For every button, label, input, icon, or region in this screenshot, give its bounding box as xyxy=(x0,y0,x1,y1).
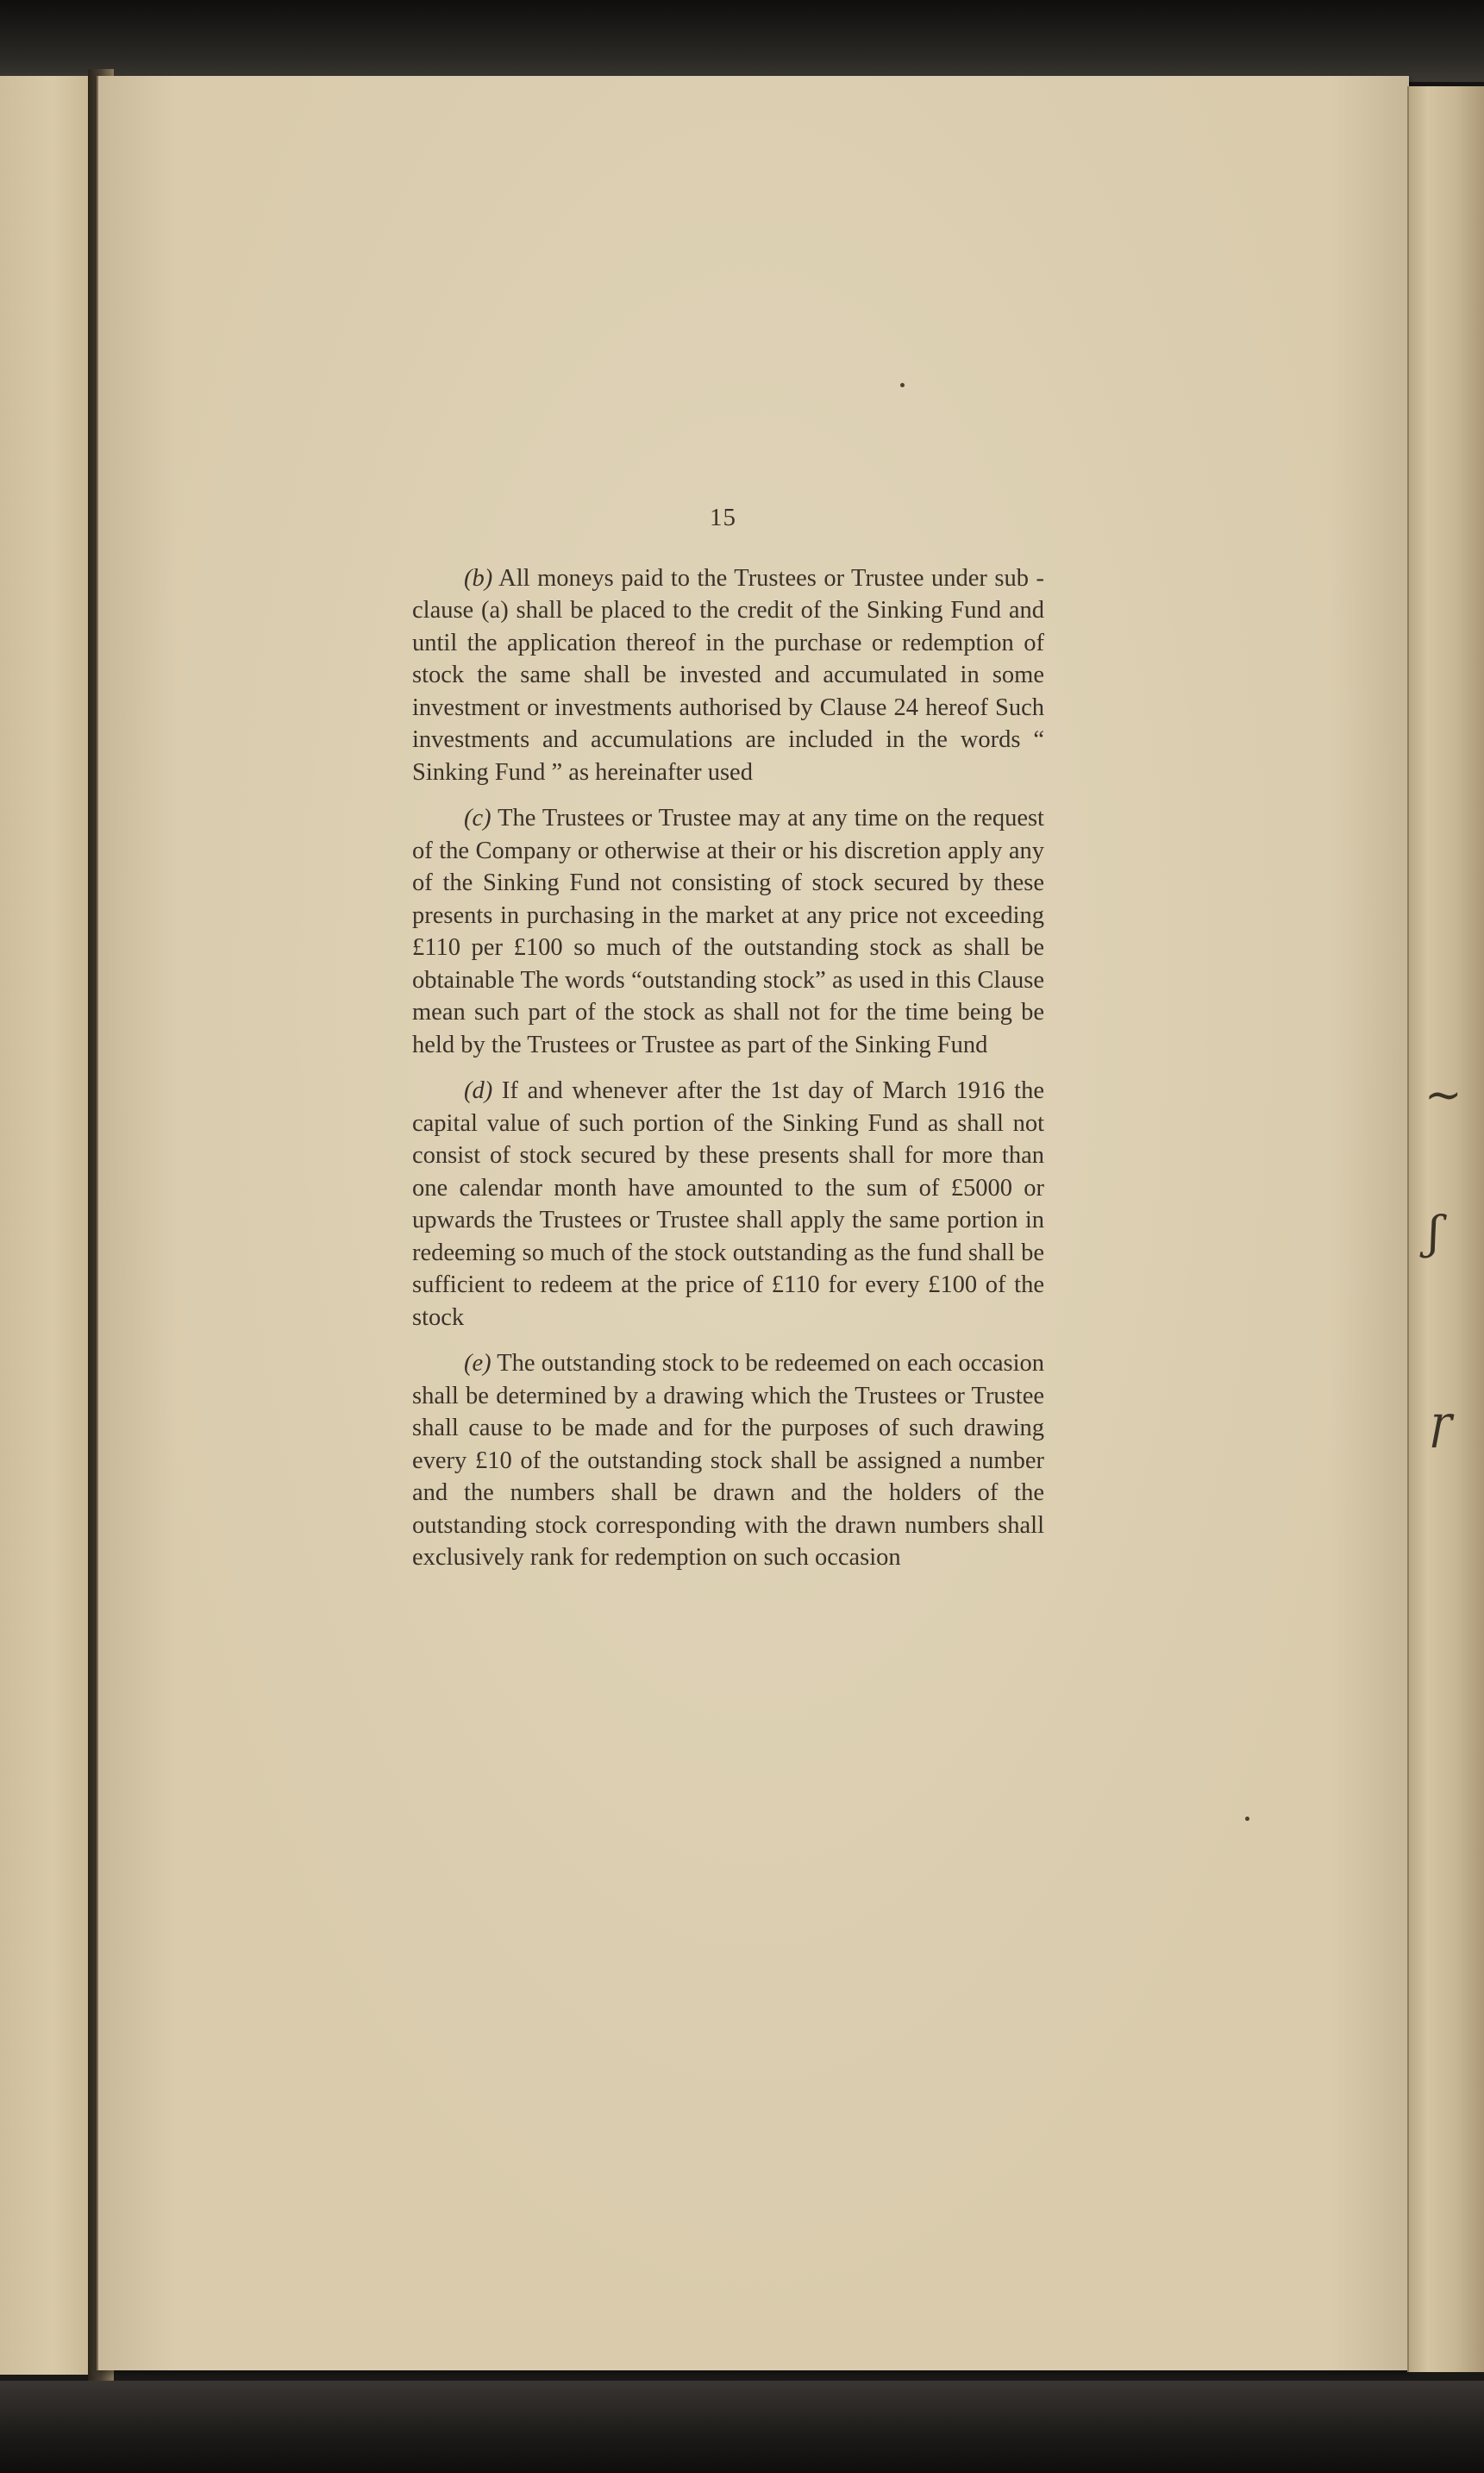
handwriting-mark: ~ xyxy=(1425,1070,1462,1121)
right-facing-page-edge xyxy=(1407,86,1484,2372)
paragraph-label: (b) xyxy=(464,564,493,592)
paragraph-c xyxy=(412,802,1044,1061)
paragraph-b xyxy=(412,562,1044,789)
handwriting-mark: ʃ xyxy=(1428,1208,1441,1259)
paragraph-d xyxy=(412,1075,1044,1334)
paper-speck xyxy=(1245,1817,1249,1821)
paragraph-label: (c) xyxy=(464,805,492,832)
paper-speck xyxy=(900,383,905,387)
paragraph-e xyxy=(412,1347,1044,1574)
handwriting-mark: ɼ xyxy=(1430,1397,1451,1449)
paragraph-label: (e) xyxy=(464,1350,492,1377)
paragraph-text: The outstanding stock to be redeemed on each occasion shall be determined by a drawing which the Trustees or Trustee shall cause to be made and for the purposes of such drawing every £10 of the outstanding stock shall be assigned a number and the numbers shall be drawn and the holders of the outstanding stock corresponding with the drawn numbers shall exclusively rank for redemption on such occasion xyxy=(412,1350,1044,1571)
scan-background-top xyxy=(0,0,1484,82)
page-number: 15 xyxy=(710,504,736,531)
paragraph-label: (d) xyxy=(464,1077,493,1104)
page-text-block xyxy=(412,502,1044,1588)
scan-background-bottom xyxy=(0,2381,1484,2473)
paragraph-text: If and whenever after the 1st day of March 1916 the capital value of such portion of the Sinking Fund as shall not consist of stock secured by these presents shall for more than one calendar month have amounted to the sum of £5000 or upwards the Trustees or Trustee shall apply the same portion in redeeming so much of the stock outstanding as the fund shall be sufficient to redeem at the price of £110 for every £100 of the stock xyxy=(412,1077,1044,1331)
left-facing-page-edge xyxy=(0,76,91,2375)
paragraph-text: The Trustees or Trustee may at any time on the request of the Company or otherwise at their or his discretion apply any of the Sinking Fund not consisting of stock secured by these presents in purchasing in the market at any price not exceeding £110 per £100 so much of the outstanding stock as shall be obtainable The words “outstanding stock” as used in this Clause mean such part of the stock as shall not for the time being be held by the Trustees or Trustee as part of the Sinking Fund xyxy=(412,805,1044,1058)
paragraph-text: All moneys paid to the Trustees or Trustee under sub - clause (a) shall be placed to the credit of the Sinking Fund and until the application thereof in the purchase or redemption of stock the same shall be invested and accumulated in some investment or investments authorised by Clause 24 hereof Such investments and accumulations are included in the words “ Sinking Fund ” as hereinafter used xyxy=(412,564,1044,786)
